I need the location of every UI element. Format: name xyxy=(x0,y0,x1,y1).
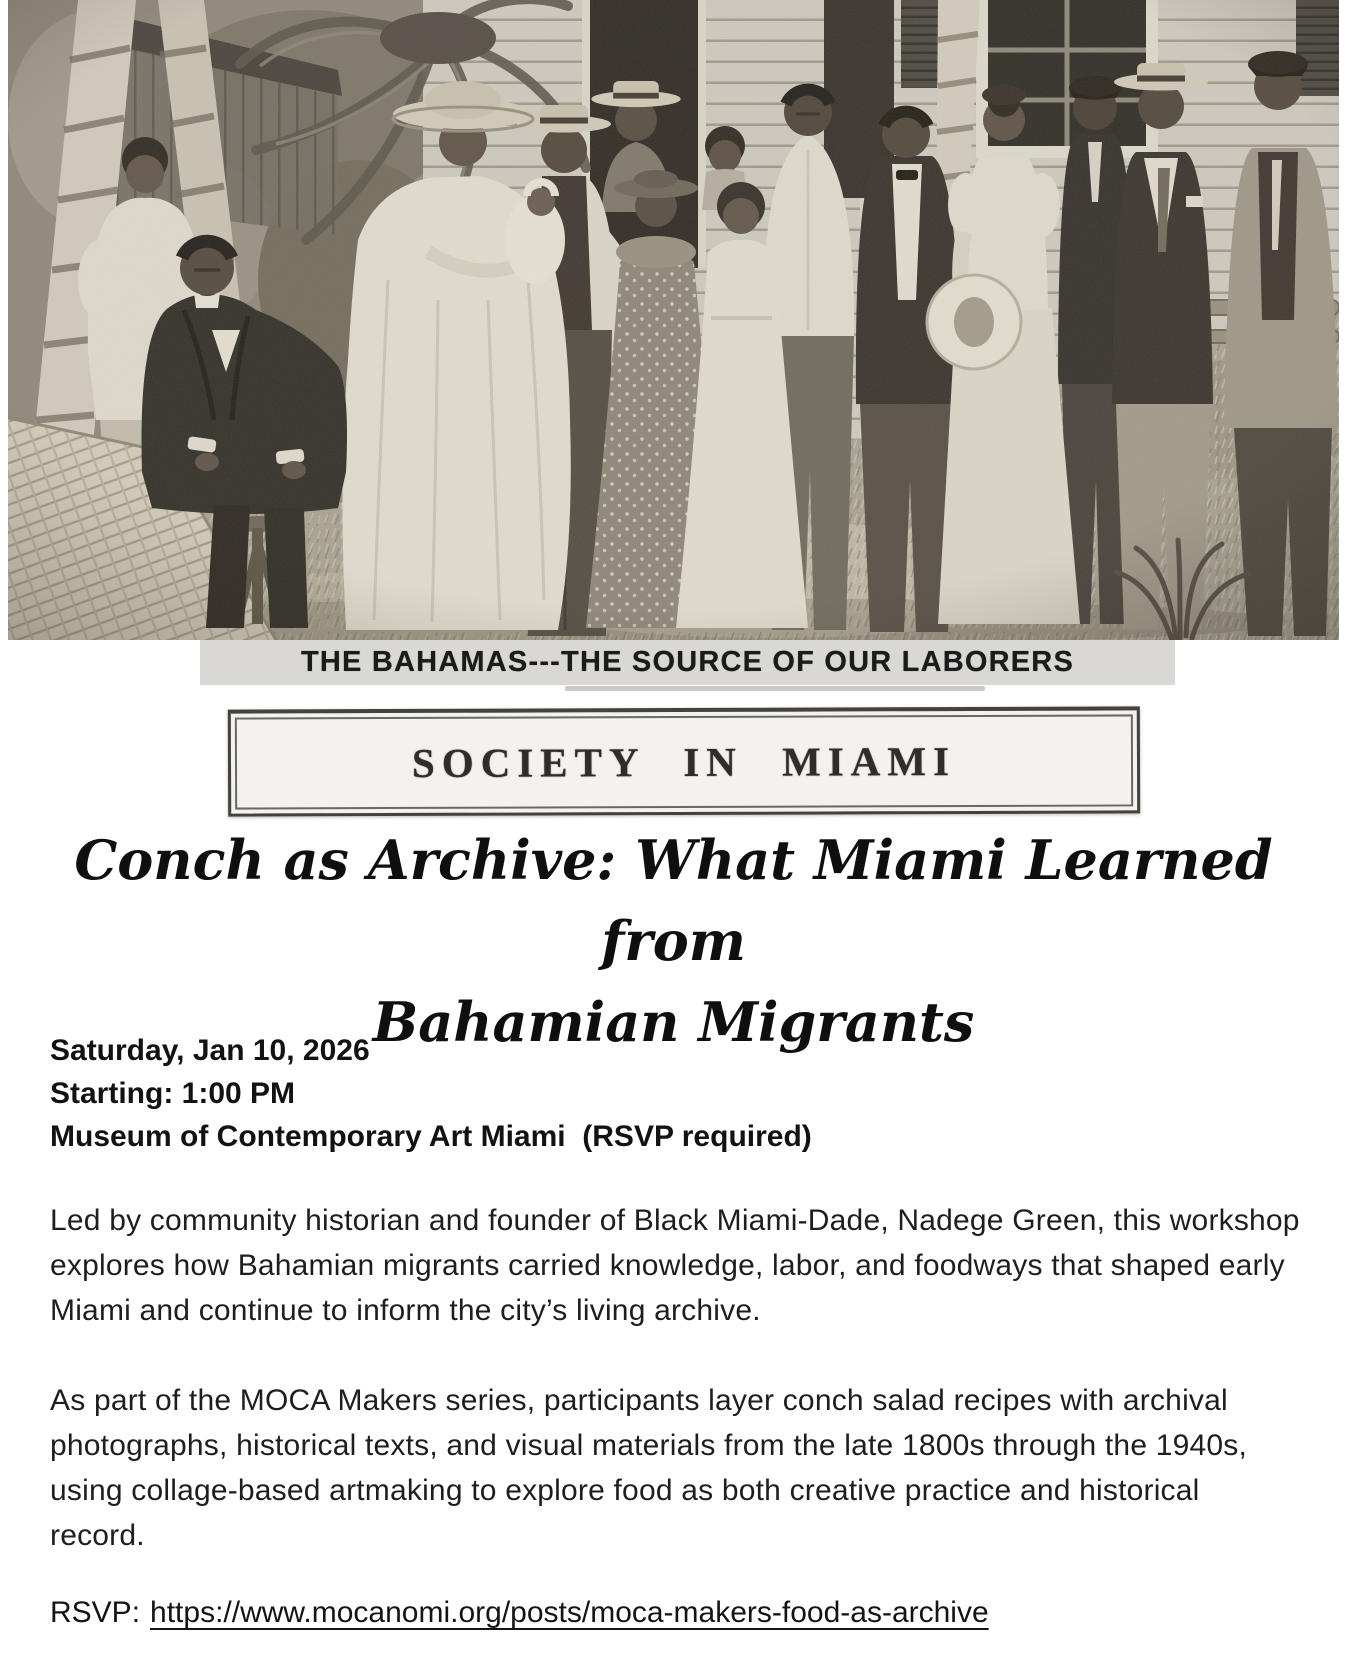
clipping-headline: SOCIETY IN MIAMI xyxy=(411,738,957,786)
event-time: Starting: 1:00 PM xyxy=(50,1076,296,1110)
caption-underline-smudge xyxy=(565,686,985,691)
event-description-2: As part of the MOCA Makers series, participants layer conch salad recipes with archival photographs, historical texts, and visual materials from the late 1800s through the 1940s, using collage-based artmaking to explore food as both creative practice and historical record. xyxy=(50,1384,1248,1552)
event-title-line2: Bahamian Migrants xyxy=(372,990,975,1054)
newspaper-clipping xyxy=(228,706,1140,816)
event-details xyxy=(50,1030,1297,1159)
event-venue: Museum of Contemporary Art Miami (RSVP required) xyxy=(50,1119,812,1153)
event-title xyxy=(40,820,1307,1063)
rsvp-line xyxy=(50,1596,1302,1630)
photo-caption: THE BAHAMAS---THE SOURCE OF OUR LABORERS xyxy=(200,640,1175,685)
event-title-line1: Conch as Archive: What Miami Learned from xyxy=(74,828,1273,973)
historical-photo xyxy=(8,0,1339,640)
rsvp-link[interactable]: https://www.mocanomi.org/posts/moca-makers-food-as-archive xyxy=(150,1596,989,1629)
event-date: Saturday, Jan 10, 2026 xyxy=(50,1034,370,1067)
event-description-1: Led by community historian and founder of Black Miami-Dade, Nadege Green, this workshop explores how Bahamian migrants carried knowledge, labor, and foodways that shaped early Miami and continue to inform the city’s living archive. xyxy=(50,1204,1300,1327)
historical-photo-illustration xyxy=(8,0,1339,640)
rsvp-label: RSVP: xyxy=(50,1596,141,1629)
